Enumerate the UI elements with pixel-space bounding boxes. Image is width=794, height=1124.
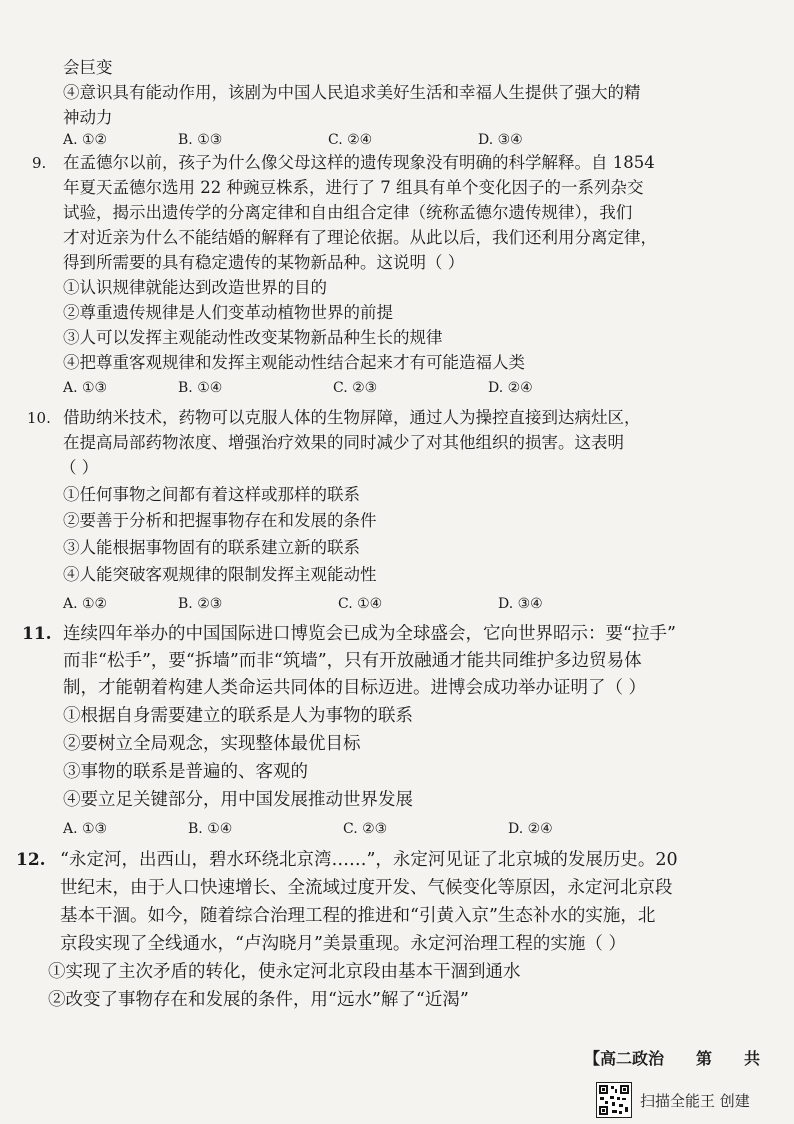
q9-stem-line: 得到所需要的具有稳定遗传的某物新品种。这说明（ ） — [63, 253, 465, 272]
q11-number: 11. — [22, 624, 52, 644]
option-b: B. ①④ — [188, 821, 233, 837]
option-b: B. ①③ — [178, 132, 223, 148]
option-c: C. ②③ — [343, 821, 388, 837]
q9-item-3: ③人可以发挥主观能动性改变某物新品种生长的规律 — [63, 328, 443, 347]
q10-stem-line: 借助纳米技术，药物可以克服人体的生物屏障，通过人为操控直接到达病灶区， — [63, 408, 641, 427]
q11-item-2: ②要树立全局观念，实现整体最优目标 — [63, 734, 361, 754]
q11-item-3: ③事物的联系是普遍的、客观的 — [63, 762, 308, 782]
q8-item-4: ④意识具有能动作用，该剧为中国人民追求美好生活和幸福人生提供了强大的精 — [63, 83, 641, 102]
q9-item-1: ①认识规律就能达到改造世界的目的 — [63, 278, 327, 297]
q9-stem-line: 试验，揭示出遗传学的分离定律和自由组合定律（统称孟德尔遗传规律），我们 — [63, 203, 633, 222]
q10-number: 10. — [27, 409, 51, 427]
option-c: C. ①④ — [338, 596, 383, 612]
q11-item-1: ①根据自身需要建立的联系是人为事物的联系 — [63, 706, 413, 726]
q10-item-4: ④人能突破客观规律的限制发挥主观能动性 — [63, 565, 377, 584]
q12-item-1: ①实现了主次矛盾的转化，使永定河北京段由基本干涸到通水 — [48, 962, 521, 982]
q11-stem-line: 制，才能朝着构建人类命运共同体的目标迈进。进博会成功举办证明了（ ） — [63, 678, 647, 698]
option-a: A. ①③ — [63, 821, 108, 837]
q10-stem-line: 在提高局部药物浓度、增强治疗效果的同时减少了对其他组织的损害。这表明 — [63, 433, 624, 452]
q11-stem-line: 连续四年举办的中国国际进口博览会已成为全球盛会，它向世界昭示：要“拉手” — [63, 624, 676, 644]
q10-item-1: ①任何事物之间都有着这样或那样的联系 — [63, 485, 360, 504]
option-b: B. ①④ — [178, 380, 223, 396]
option-c: C. ②④ — [328, 132, 373, 148]
q12-item-2: ②改变了事物存在和发展的条件，用“远水”解了“近渴” — [48, 990, 469, 1010]
option-d: D. ②④ — [488, 380, 533, 396]
q12-number: 12. — [16, 850, 46, 870]
q8-text-line: 神动力 — [63, 108, 113, 127]
option-a: A. ①② — [63, 596, 108, 612]
q12-stem-line: 世纪末，由于人口快速增长、全流域过度开发、气候变化等原因，永定河北京段 — [60, 878, 673, 898]
q11-stem-line: 而非“松手”，要“拆墙”而非“筑墙”，只有开放融通才能共同维护多边贸易体 — [63, 651, 642, 671]
q9-item-4: ④把尊重客观规律和发挥主观能动性结合起来才有可能造福人类 — [63, 353, 525, 372]
q9-stem-line: 在孟德尔以前，孩子为什么像父母这样的遗传现象没有明确的科学解释。自 1854 — [63, 153, 655, 172]
q9-stem-line: 才对近亲为什么不能结婚的解释有了理论依据。从此以后，我们还利用分离定律， — [63, 228, 657, 247]
q12-stem-line: 京段实现了全线通水，“卢沟晓月”美景重现。永定河治理工程的实施（ ） — [60, 934, 626, 954]
scanner-watermark — [596, 1079, 750, 1121]
scanner-label: 扫描全能王 创建 — [640, 1091, 750, 1110]
q11-item-4: ④要立足关键部分，用中国发展推动世界发展 — [63, 790, 413, 810]
option-d: D. ③④ — [478, 132, 523, 148]
q9-stem-line: 年夏天孟德尔选用 22 种豌豆株系，进行了 7 组具有单个变化因子的一系列杂交 — [63, 178, 644, 197]
page-footer-header: 【高二政治 第 共 — [584, 1049, 761, 1068]
q10-item-2: ②要善于分析和把握事物存在和发展的条件 — [63, 511, 377, 530]
qr-code-icon — [596, 1082, 632, 1118]
q10-stem-line: （ ） — [60, 458, 99, 477]
option-a: A. ①② — [63, 132, 108, 148]
option-d: D. ②④ — [508, 821, 553, 837]
q10-item-3: ③人能根据事物固有的联系建立新的联系 — [63, 538, 360, 557]
q9-item-2: ②尊重遗传规律是人们变革动植物世界的前提 — [63, 303, 393, 322]
q12-stem-line: “永定河，出西山，碧水环绕北京湾……”，永定河见证了北京城的发展历史。20 — [60, 850, 678, 870]
option-a: A. ①③ — [63, 380, 108, 396]
option-d: D. ③④ — [498, 596, 543, 612]
option-c: C. ②③ — [333, 380, 378, 396]
q12-stem-line: 基本干涸。如今，随着综合治理工程的推进和“引黄入京”生态补水的实施，北 — [60, 906, 656, 926]
option-b: B. ②③ — [178, 596, 223, 612]
q9-number: 9. — [32, 154, 47, 172]
q8-text-line: 会巨变 — [63, 58, 113, 77]
